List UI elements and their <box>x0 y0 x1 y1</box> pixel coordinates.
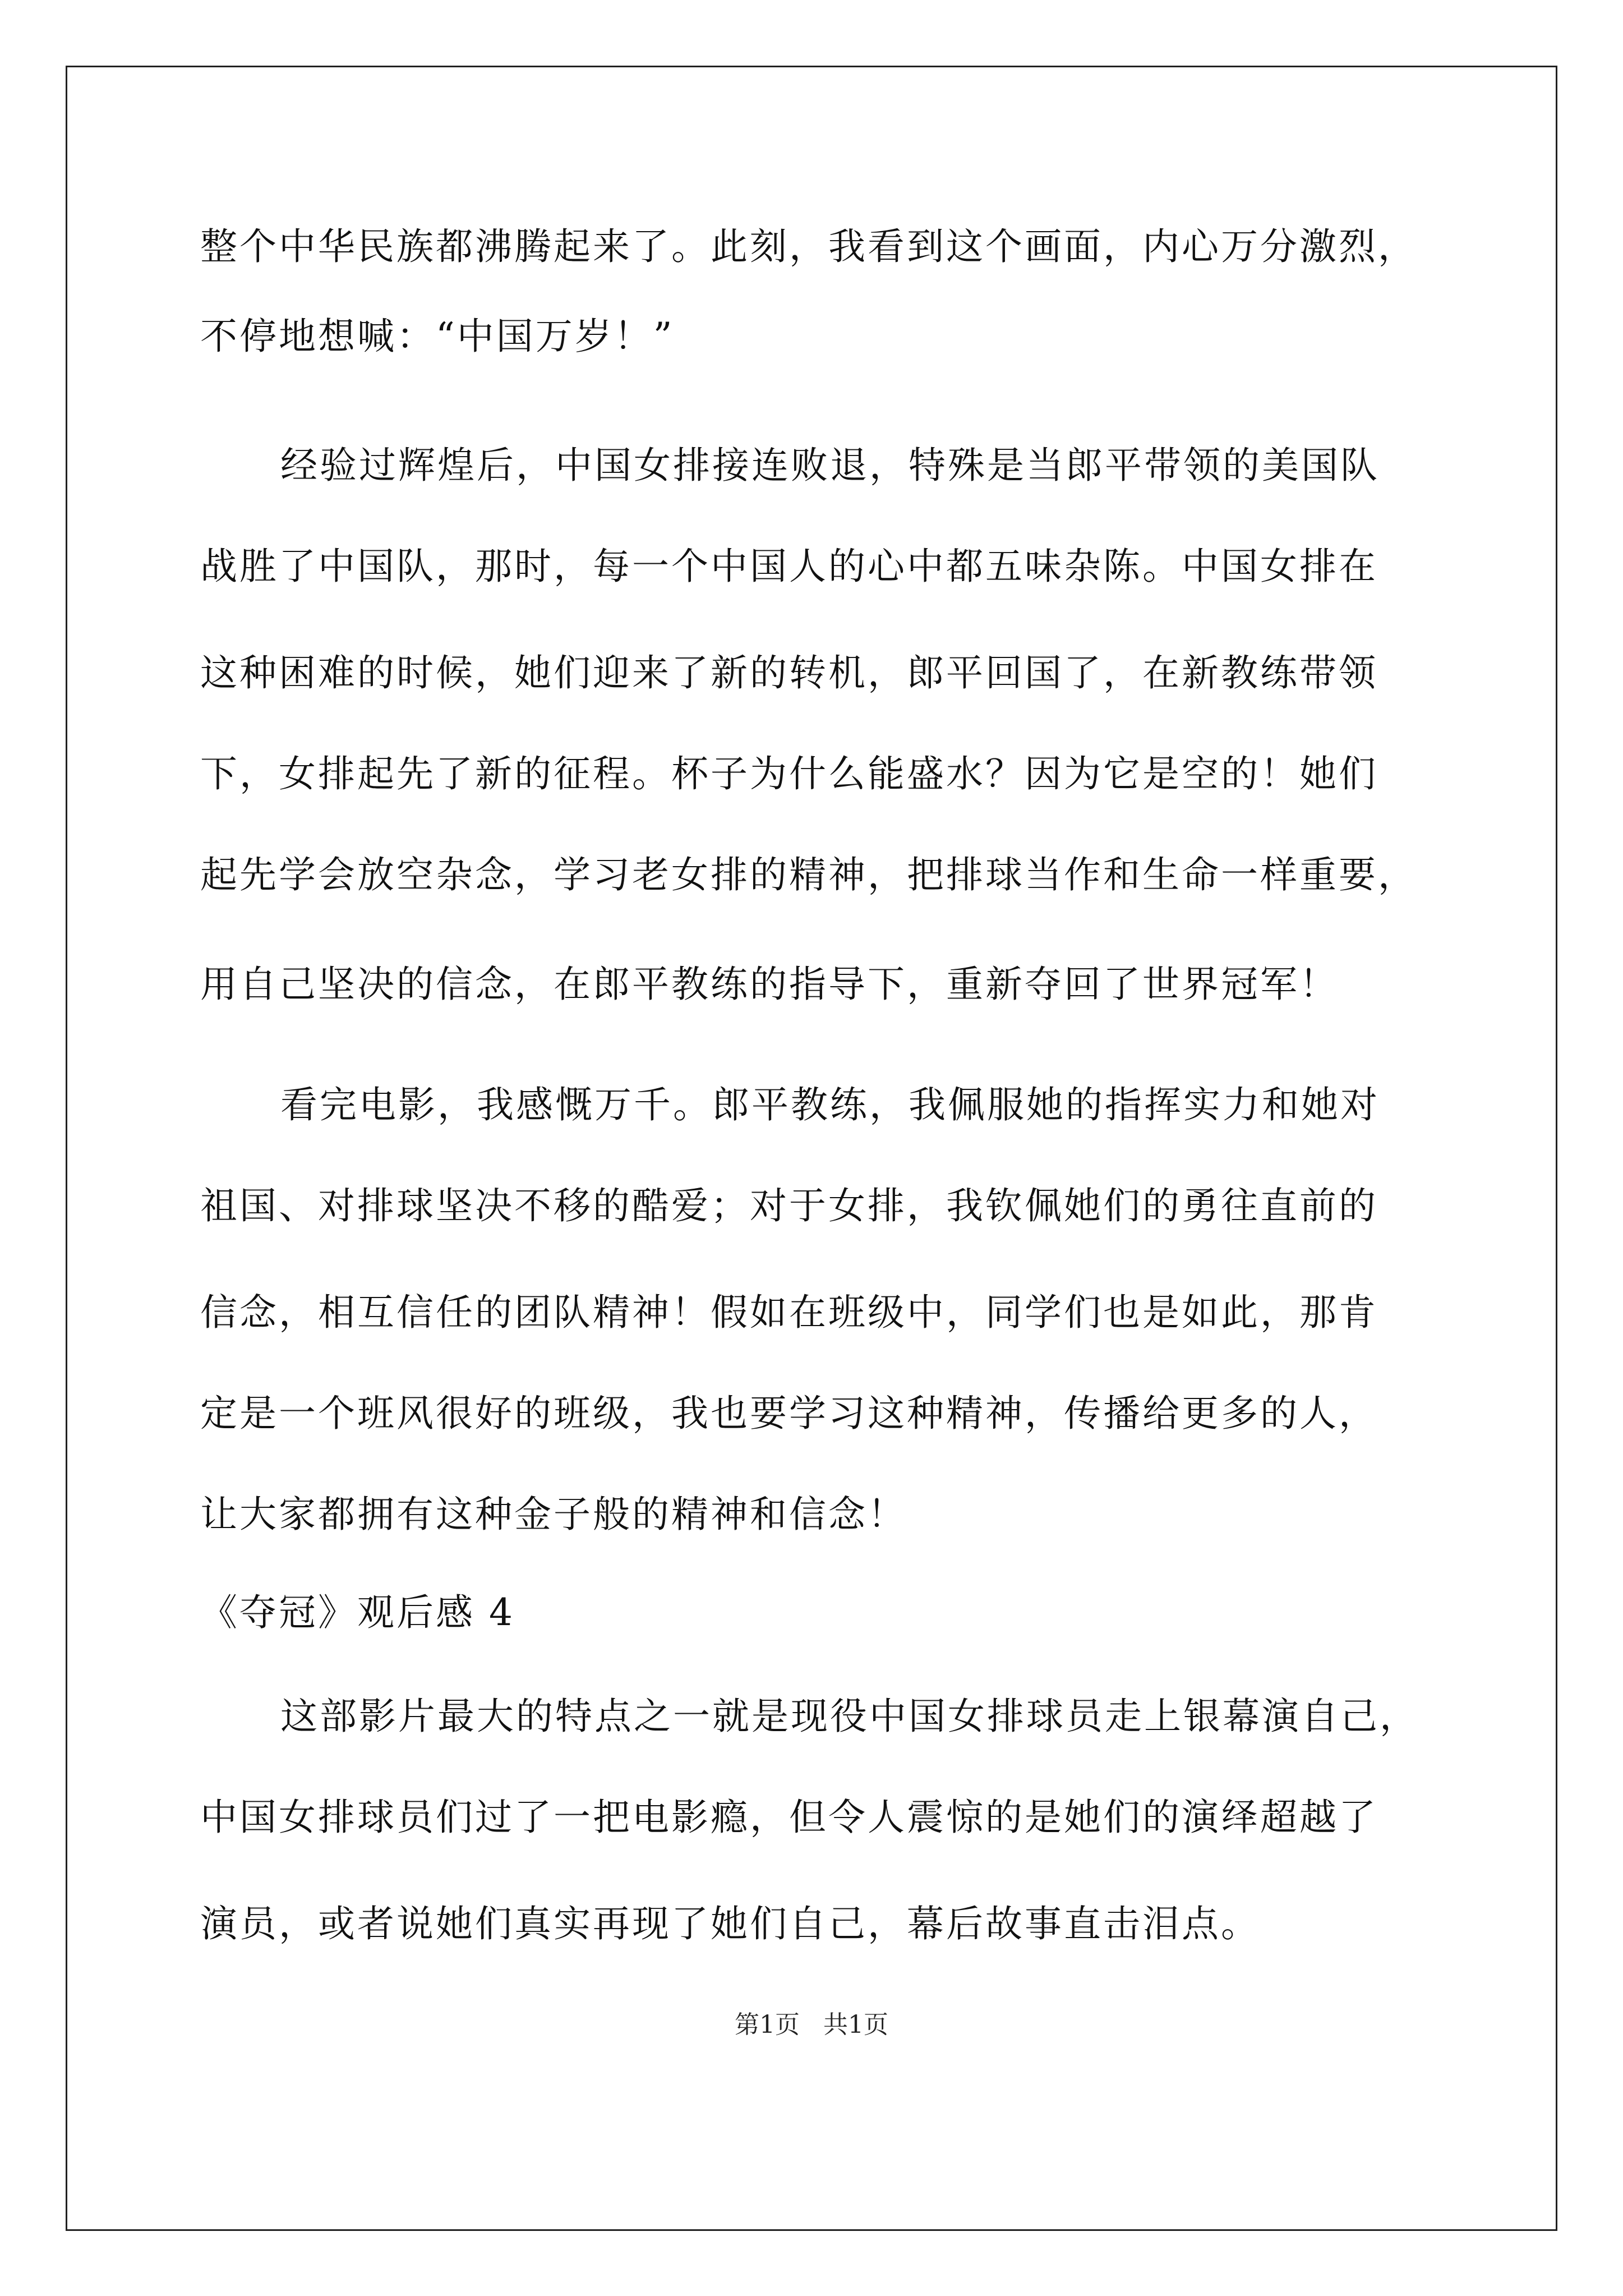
paragraph-line: 祖国、对排球坚决不移的酷爱；对于女排，我钦佩她们的勇往直前的 <box>200 1184 1378 1227</box>
paragraph-line: 中国女排球员们过了一把电影瘾，但令人震惊的是她们的演绎超越了 <box>200 1796 1378 1839</box>
paragraph-line: 起先学会放空杂念，学习老女排的精神，把排球当作和生命一样重要， <box>200 853 1417 896</box>
paragraph-line: 定是一个班风很好的班级，我也要学习这种精神，传播给更多的人， <box>200 1392 1378 1435</box>
paragraph-line: 让大家都拥有这种金子般的精神和信念！ <box>200 1493 907 1536</box>
paragraph-line: 这部影片最大的特点之一就是现役中国女排球员走上银幕演自己， <box>280 1695 1419 1738</box>
paragraph-line: 下，女排起先了新的征程。杯子为什么能盛水？因为它是空的！她们 <box>200 752 1378 795</box>
paragraph-line: 经验过辉煌后，中国女排接连败退，特殊是当郎平带领的美国队 <box>280 444 1380 487</box>
paragraph-line: 信念，相互信任的团队精神！假如在班级中，同学们也是如此，那肯 <box>200 1291 1378 1334</box>
paragraph-line: 战胜了中国队，那时，每一个中国人的心中都五味杂陈。中国女排在 <box>200 545 1378 588</box>
page-number-footer: 第1页 共1页 <box>735 2010 888 2039</box>
paragraph-line: 这种困难的时候，她们迎来了新的转机，郎平回国了，在新教练带领 <box>200 651 1378 694</box>
paragraph-line: 整个中华民族都沸腾起来了。此刻，我看到这个画面，内心万分激烈， <box>200 225 1417 268</box>
paragraph-line: 用自己坚决的信念，在郎平教练的指导下，重新夺回了世界冠军！ <box>200 963 1339 1006</box>
paragraph-line: 看完电影，我感慨万千。郎平教练，我佩服她的指挥实力和她对 <box>280 1083 1380 1126</box>
section-heading: 《夺冠》观后感 4 <box>200 1591 515 1634</box>
paragraph-line: 演员，或者说她们真实再现了她们自己，幕后故事直击泪点。 <box>200 1902 1260 1945</box>
paragraph-line: 不停地想喊：“中国万岁！” <box>200 315 675 358</box>
